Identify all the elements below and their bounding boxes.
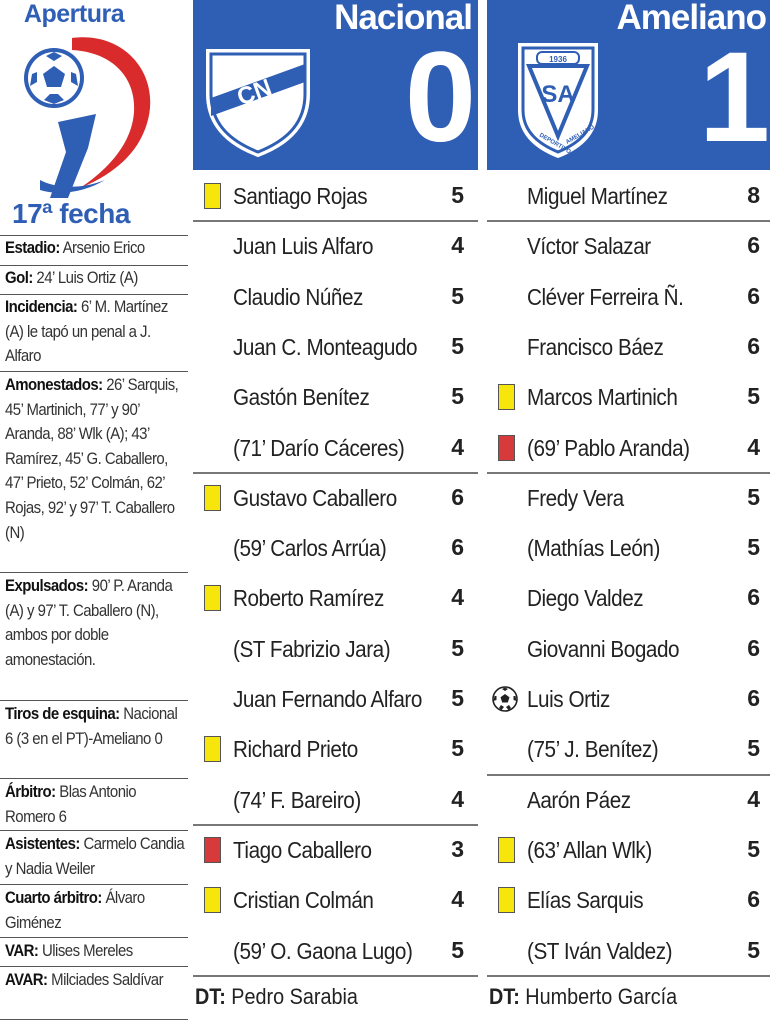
player-name: Santiago Rojas [233,183,368,209]
divider [193,975,478,977]
player-rating: 6 [747,886,760,913]
player-name: (75’ J. Benítez) [527,736,659,763]
player-row [487,573,770,623]
player-name: (ST Fabrizio Jara) [233,635,391,662]
ameliano-crest-icon [515,40,601,162]
red-card-icon [498,435,515,461]
player-rating: 6 [747,584,760,611]
player-name: Elías Sarquis [527,887,644,914]
player-row [193,272,478,322]
divider [0,371,188,372]
player-name: Víctor Salazar [527,233,651,260]
round-label: 17ª fecha [12,198,130,229]
divider [0,937,188,938]
player-name: Cléver Ferreira Ñ. [527,283,684,310]
svg-text:AMELIANO: AMELIANO [565,124,596,146]
player-rating: 6 [451,534,464,561]
nacional-crest-icon [203,42,313,160]
player-name: Roberto Ramírez [233,585,384,612]
player-name: Richard Prieto [233,736,358,763]
player-rating: 6 [747,332,760,359]
player-row [487,674,770,724]
player-name: Claudio Núñez [233,283,363,310]
yellow-card-icon [498,837,515,863]
player-row [193,171,478,221]
player-rating: 5 [747,735,760,762]
player-row [487,624,770,674]
player-rating: 6 [747,685,760,711]
player-row [487,272,770,322]
player-row [487,322,770,372]
player-rating: 4 [747,785,760,812]
player-rating: 5 [747,534,760,561]
player-rating: 5 [747,936,760,963]
home-coach: DT: Pedro Sarabia [195,984,358,1009]
player-row [487,171,770,221]
yellow-card-icon [204,736,221,762]
player-row [193,573,478,623]
player-rating: 5 [747,835,760,862]
player-rating: 5 [451,735,464,762]
divider [487,975,770,977]
player-name: (59’ O. Gaona Lugo) [233,937,413,964]
player-row [487,523,770,573]
player-rating: 5 [451,282,464,309]
player-row [193,875,478,925]
player-name: (74’ F. Bareiro) [233,786,361,813]
info-sent-off: Expulsados: 90’ P. Aranda (A) y 97’ T. Caballero (N), ambos por doble amonestación. [5,576,173,669]
player-name: Diego Valdez [527,585,644,612]
yellow-card-icon [204,585,221,611]
player-rating: 5 [451,936,464,963]
player-rating: 6 [747,232,760,259]
player-rating: 5 [747,383,760,410]
divider [0,778,188,779]
player-row [193,322,478,372]
info-referee: Árbitro: Blas Antonio Romero 6 [5,782,137,826]
player-name: Francisco Báez [527,333,664,360]
divider [0,572,188,573]
player-row [487,423,770,473]
goal-ball-icon [492,686,518,712]
player-name: Marcos Martinich [527,384,678,411]
divider [0,830,188,831]
player-row [487,926,770,976]
player-name: Gustavo Caballero [233,484,397,511]
player-row [487,221,770,271]
info-corners: Tiros de esquina: Nacional 6 (3 en el PT)-Ameliano 0 [5,704,178,748]
player-row [487,473,770,523]
red-card-icon [204,837,221,863]
svg-text:DEPORTIVO: DEPORTIVO [538,132,572,156]
tournament-title: Apertura [23,0,125,28]
player-name: Juan Luis Alfaro [233,233,374,260]
divider [0,1019,188,1020]
player-name: Giovanni Bogado [527,635,680,662]
player-row [193,523,478,573]
yellow-card-icon [498,887,515,913]
player-rating: 5 [451,383,464,410]
info-stadium: Estadio: Arsenio Erico [5,238,145,257]
info-avar: AVAR: Milciades Saldívar [5,970,164,989]
player-row [193,624,478,674]
player-row [193,473,478,523]
info-bookings: Amonestados: 26’ Sarquis, 45’ Martinich, 77’ y 90’ Aranda, 88’ Wlk (A); 43’ Ramírez, 45’ G. Caballero, 47’ Prieto, 52’ Colmán, 62’ Rojas, 92’ y 97’ T. Caballero (N) [5,375,179,542]
player-rating: 4 [451,433,464,460]
player-row [193,423,478,473]
player-rating: 5 [451,685,464,711]
info-incident: Incidencia: 6’ M. Martínez (A) le tapó un penal a J. Alfaro [5,297,168,366]
player-name: (71’ Darío Cáceres) [233,434,405,461]
player-rating: 4 [747,433,760,460]
yellow-card-icon [498,384,515,410]
player-rating: 4 [451,886,464,913]
player-name: Tiago Caballero [233,836,372,863]
player-rating: 5 [747,483,760,510]
player-name: Luis Ortiz [527,686,610,712]
player-row [193,724,478,774]
player-row [193,221,478,271]
player-name: Juan Fernando Alfaro [233,686,422,712]
info-var: VAR: Ulises Mereles [5,941,133,960]
player-row [487,775,770,825]
match-info-column [0,0,190,1021]
player-rating: 8 [747,182,760,208]
info-fourth-official: Cuarto árbitro: Álvaro Giménez [5,888,145,932]
player-row [193,775,478,825]
player-rating: 6 [451,483,464,510]
player-rating: 5 [451,634,464,661]
away-team-header [487,0,770,170]
divider [0,966,188,967]
svg-text:CN: CN [233,73,276,112]
player-rating: 5 [451,182,464,208]
player-row [487,724,770,774]
player-rating: 4 [451,232,464,259]
player-row [487,825,770,875]
player-row [487,372,770,422]
player-name: Fredy Vera [527,484,624,511]
player-row [193,372,478,422]
away-coach: DT: Humberto García [489,984,678,1009]
player-name: (Mathías León) [527,535,660,562]
player-name: (63’ Allan Wlk) [527,836,652,863]
player-name: (69’ Pablo Aranda) [527,434,690,461]
player-name: Gastón Benítez [233,384,370,411]
player-name: Juan C. Monteagudo [233,333,418,360]
player-name: (59’ Carlos Arrúa) [233,535,387,562]
player-row [193,674,478,724]
player-name: Aarón Páez [527,786,631,813]
player-rating: 4 [451,785,464,812]
player-name: Cristian Colmán [233,887,374,914]
home-team-name: Nacional [334,0,472,37]
player-rating: 5 [451,332,464,359]
svg-text:1936: 1936 [549,55,567,64]
player-rating: 6 [747,282,760,309]
info-assistants: Asistentes: Carmelo Candia y Nadia Weiler [5,834,185,878]
svg-text:SA: SA [541,81,575,108]
apertura-logo-icon [10,30,160,205]
player-row [193,926,478,976]
yellow-card-icon [204,183,221,209]
player-rating: 6 [747,634,760,661]
home-team-score: 0 [404,26,472,169]
info-goal: Gol: 24’ Luis Ortiz (A) [5,268,138,287]
yellow-card-icon [204,887,221,913]
player-name: (ST Iván Valdez) [527,937,673,964]
home-team-header [193,0,478,170]
player-row [487,875,770,925]
away-team-score: 1 [698,26,766,169]
divider [0,700,188,701]
yellow-card-icon [204,485,221,511]
player-row [193,825,478,875]
divider [0,884,188,885]
player-name: Miguel Martínez [527,183,668,209]
player-rating: 4 [451,584,464,611]
away-team-name: Ameliano [616,0,766,37]
player-rating: 3 [451,835,464,862]
